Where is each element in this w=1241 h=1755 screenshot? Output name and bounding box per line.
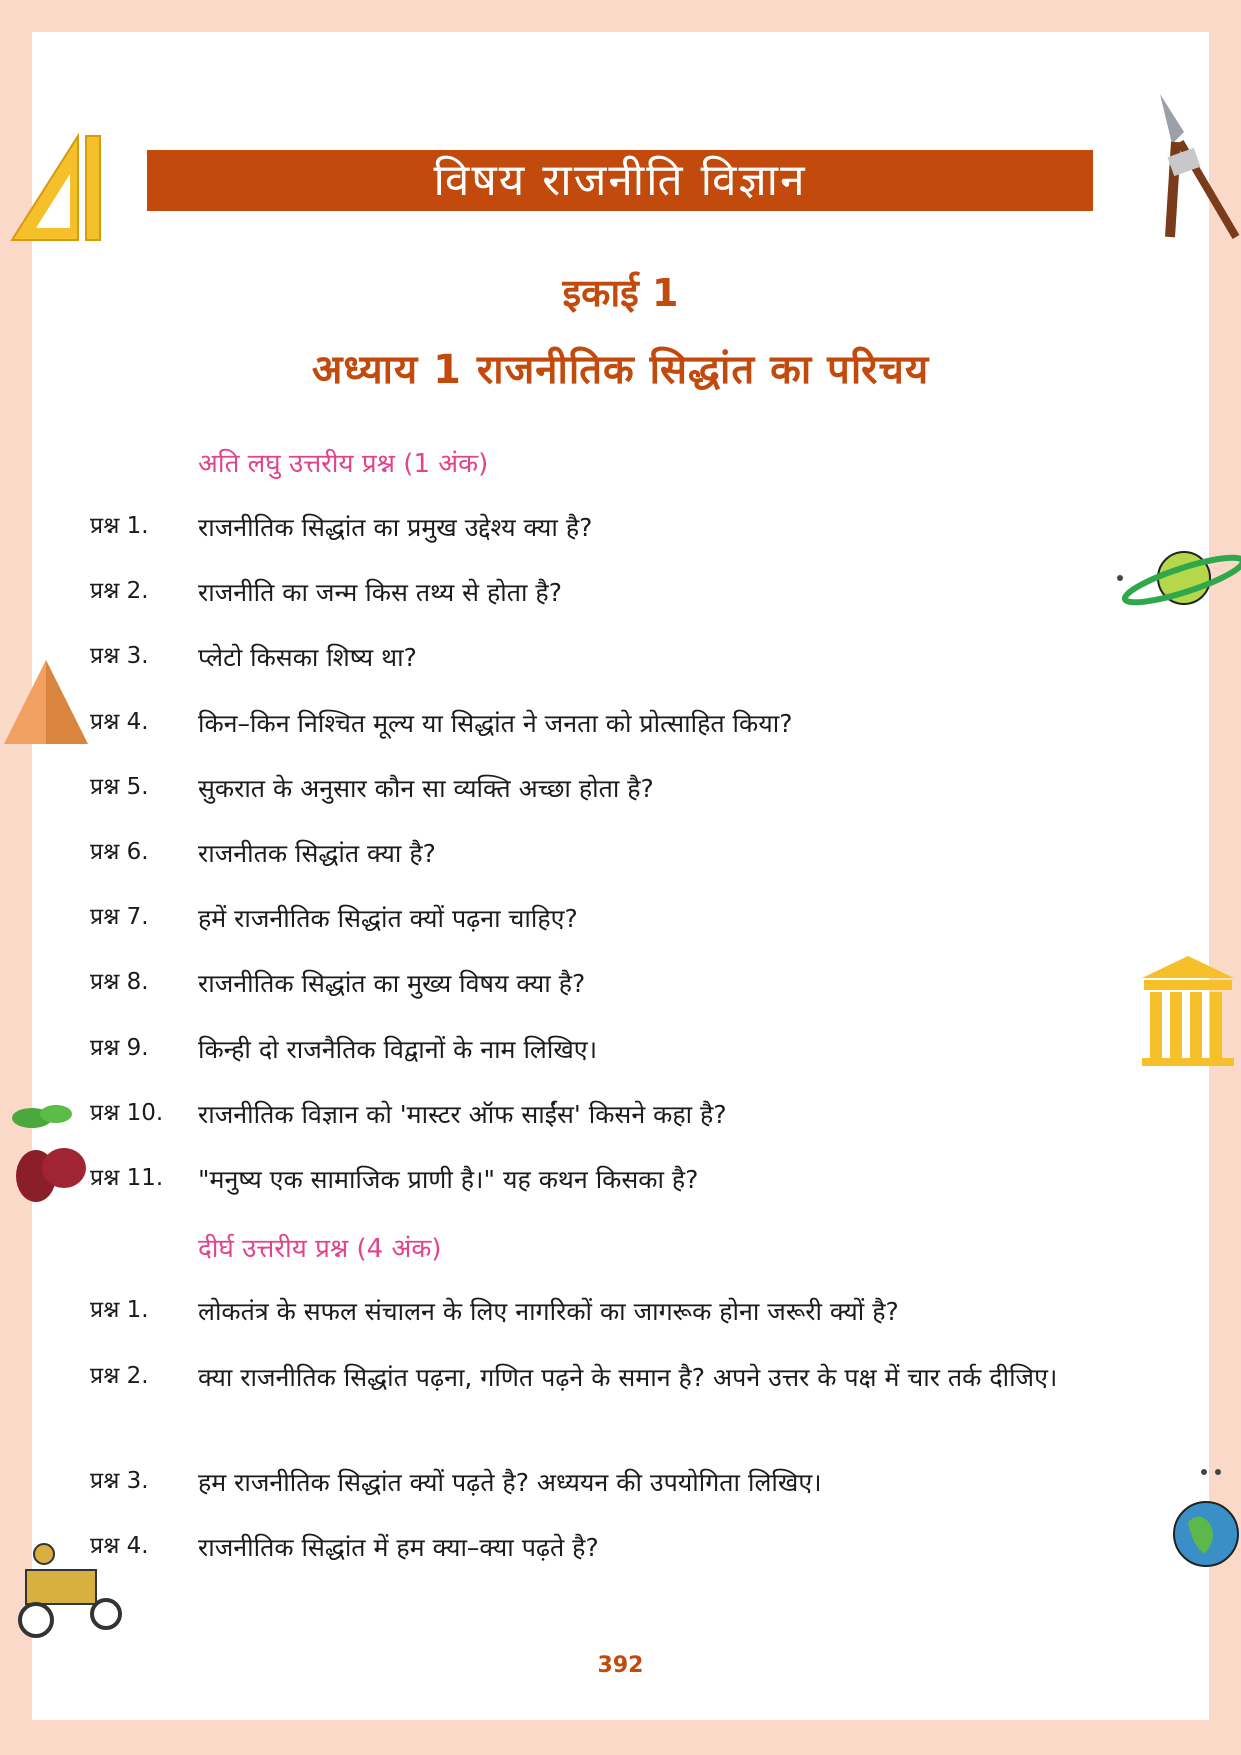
question-number: प्रश्न 2. [90, 578, 149, 604]
short-answer-heading: अति लघु उत्तरीय प्रश्न (1 अंक) [198, 449, 489, 479]
question-text: किन्ही दो राजनैतिक विद्वानों के नाम लिखिए। [198, 1035, 598, 1064]
question-number: प्रश्न 5. [90, 774, 149, 800]
question-number: प्रश्न 4. [90, 709, 149, 735]
set-square-ruler-icon [8, 132, 104, 244]
bean-plant-icon [6, 1100, 90, 1208]
page-number: 392 [597, 1653, 644, 1678]
question-number: प्रश्न 2. [90, 1363, 149, 1389]
pyramid-icon [2, 656, 90, 748]
question-number: प्रश्न 9. [90, 1035, 149, 1061]
question-number: प्रश्न 3. [90, 1468, 149, 1494]
tools-icon [1150, 92, 1240, 242]
question-text: राजनीतिक सिद्धांत का मुख्य विषय क्या है? [198, 969, 586, 998]
question-text: सुकरात के अनुसार कौन सा व्यक्ति अच्छा होता है? [198, 774, 654, 803]
question-number: प्रश्न 3. [90, 643, 149, 669]
question-number: प्रश्न 1. [90, 513, 149, 539]
chapter-heading: अध्याय 1 राजनीतिक सिद्धांत का परिचय [311, 347, 930, 393]
question-number: प्रश्न 1. [90, 1297, 149, 1323]
question-number: प्रश्न 11. [90, 1165, 164, 1191]
question-text: राजनीति का जन्म किस तथ्य से होता है? [198, 578, 562, 607]
question-number: प्रश्न 8. [90, 969, 149, 995]
question-text: "मनुष्य एक सामाजिक प्राणी है।" यह कथन किसका है? [198, 1165, 699, 1194]
question-text: राजनीतिक विज्ञान को 'मास्टर ऑफ साईंस' किसने कहा है? [198, 1100, 727, 1129]
question-number: प्रश्न 7. [90, 904, 149, 930]
question-text: क्या राजनीतिक सिद्धांत पढ़ना, गणित पढ़ने के समान है? अपने उत्तर के पक्ष में चार तर्क दीजिए। [198, 1363, 1058, 1392]
unit-heading: इकाई 1 [562, 271, 679, 315]
question-number: प्रश्न 6. [90, 839, 149, 865]
globe-icon [1170, 1464, 1240, 1568]
question-number: प्रश्न 10. [90, 1100, 164, 1126]
subject-banner: विषय राजनीति विज्ञान [147, 150, 1093, 211]
question-text: राजनीतिक सिद्धांत का प्रमुख उद्देश्य क्या है? [198, 513, 593, 542]
temple-pillars-icon [1138, 952, 1238, 1068]
question-text: राजनीतिक सिद्धांत में हम क्या–क्या पढ़ते है? [198, 1533, 599, 1562]
long-answer-heading: दीर्घ उत्तरीय प्रश्न (4 अंक) [198, 1234, 442, 1264]
question-text: हमें राजनीतिक सिद्धांत क्यों पढ़ना चाहिए? [198, 904, 578, 933]
question-text: प्लेटो किसका शिष्य था? [198, 643, 417, 672]
question-text: राजनीतक सिद्धांत क्या है? [198, 839, 436, 868]
question-text: लोकतंत्र के सफल संचालन के लिए नागरिकों का जागरूक होना जरूरी क्यों है? [198, 1297, 899, 1326]
question-text: हम राजनीतिक सिद्धांत क्यों पढ़ते है? अध्ययन की उपयोगिता लिखिए। [198, 1468, 822, 1497]
question-text: किन–किन निश्चित मूल्य या सिद्धांत ने जनता को प्रोत्साहित किया? [198, 709, 793, 738]
question-number: प्रश्न 4. [90, 1533, 149, 1559]
